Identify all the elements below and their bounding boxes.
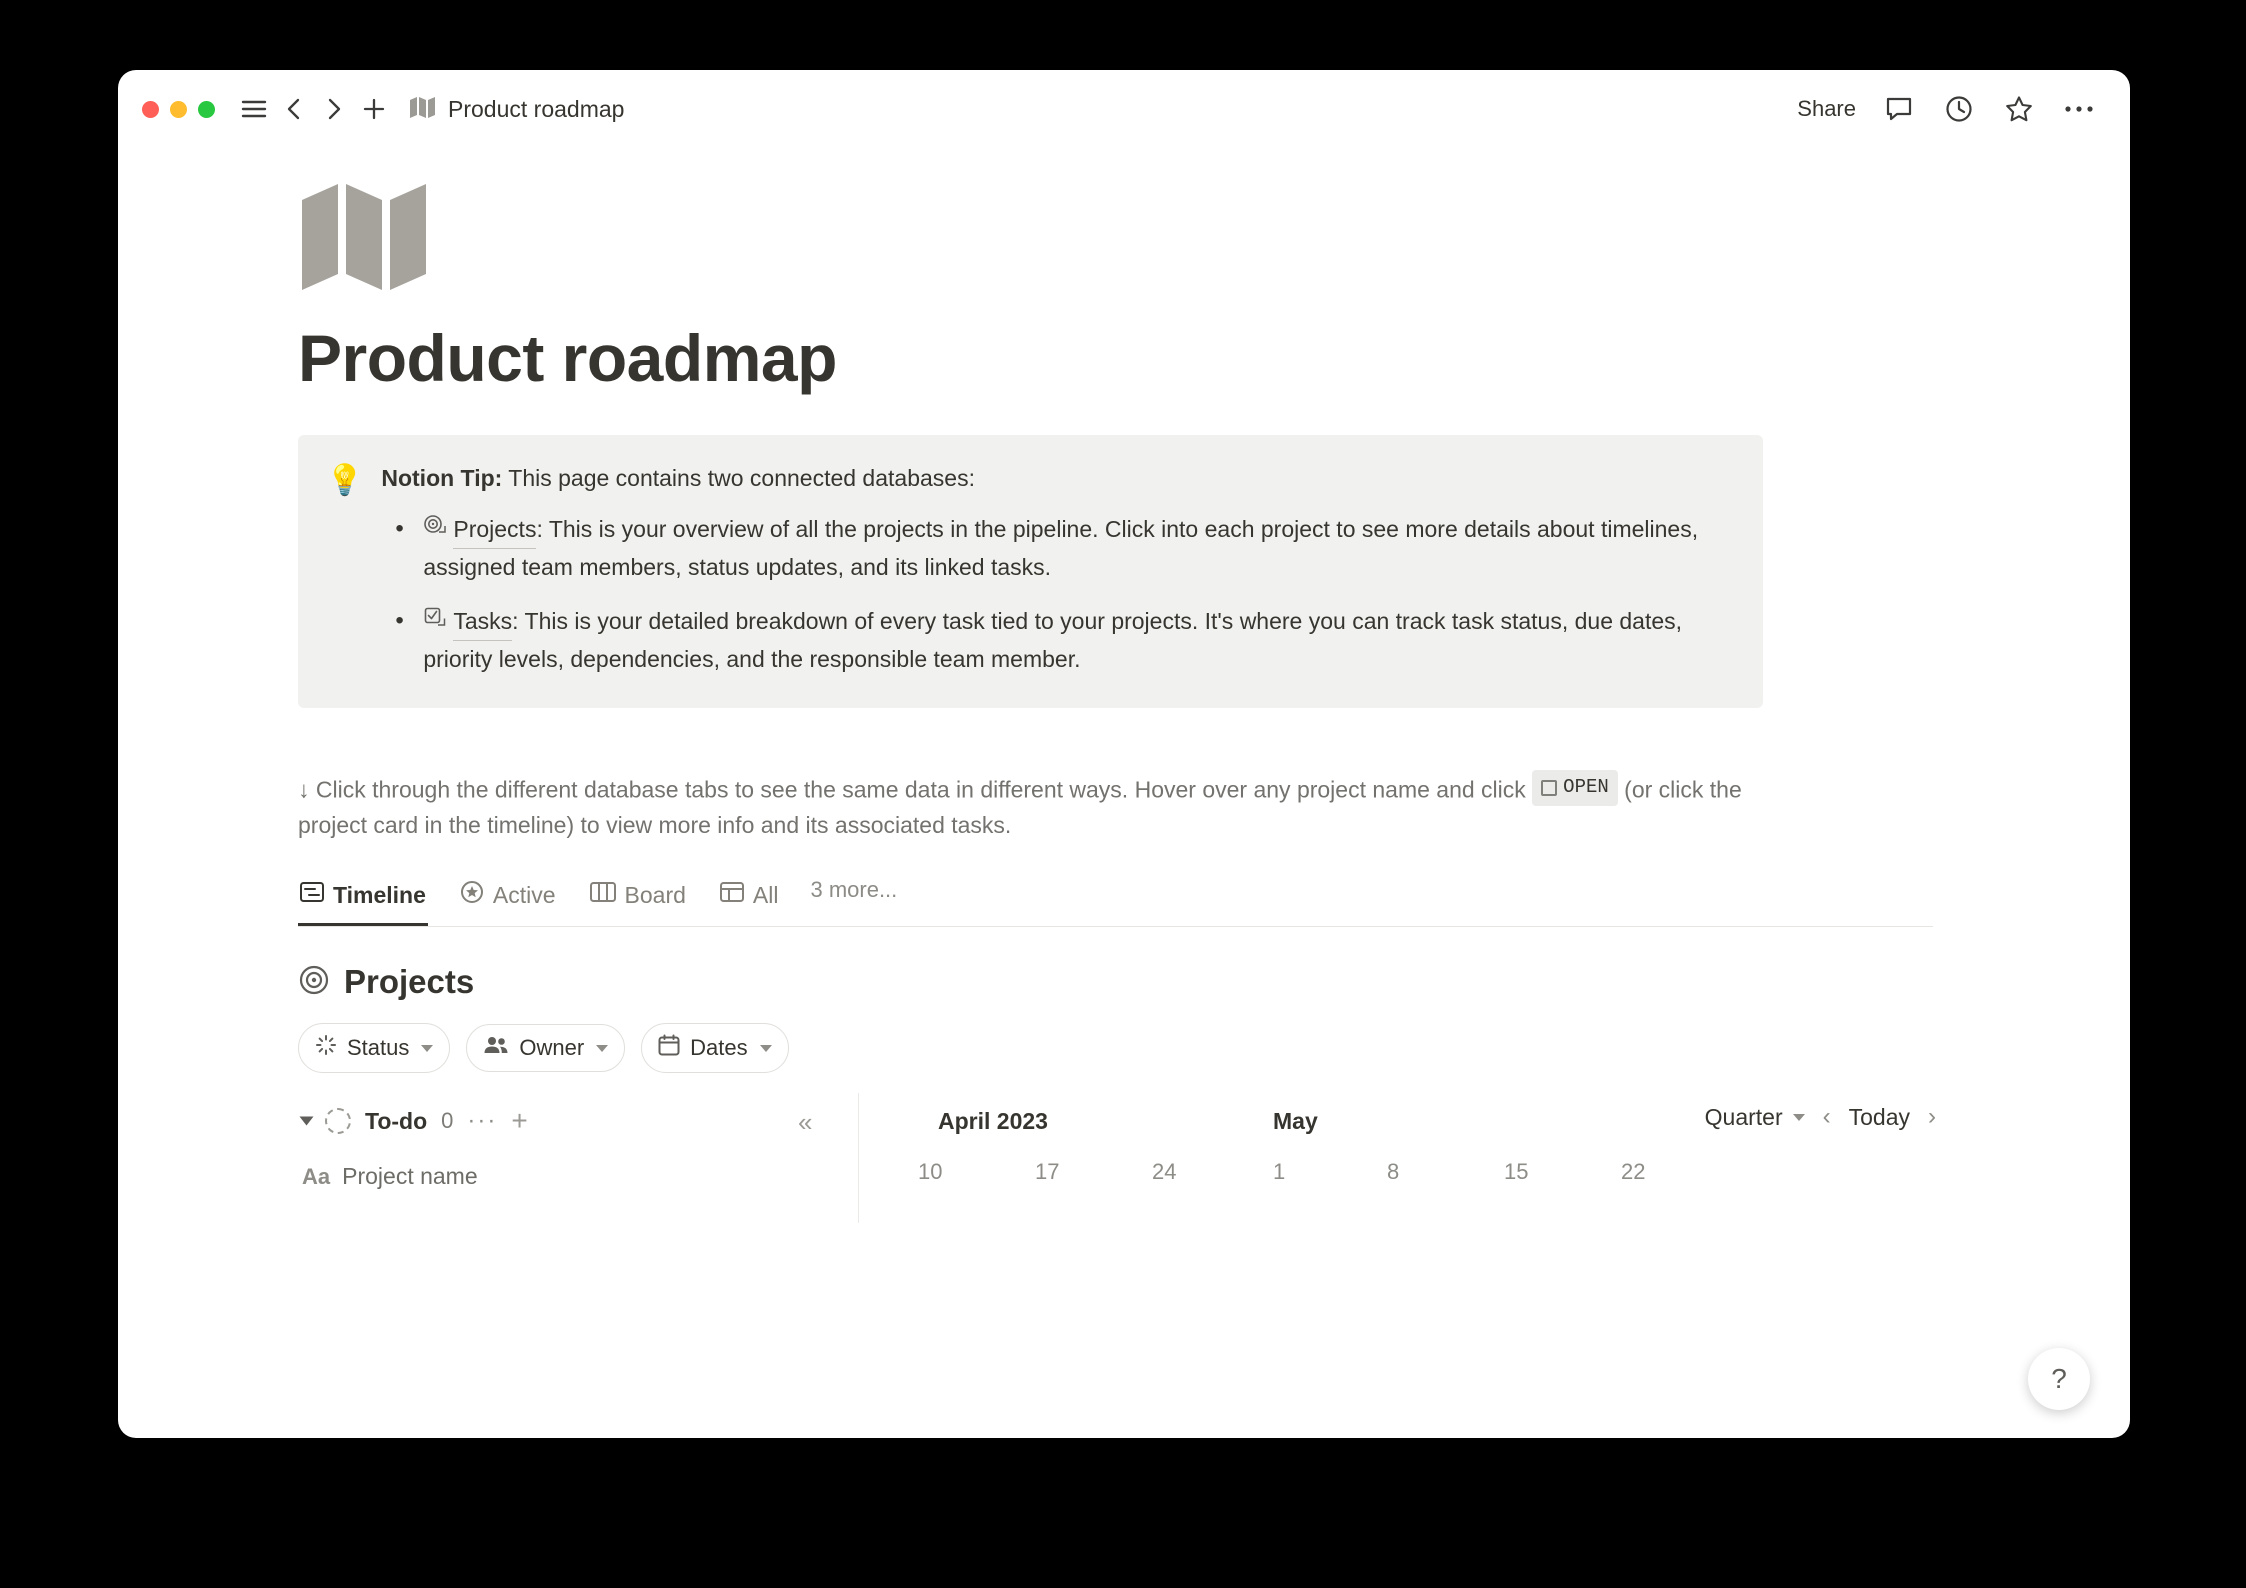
filter-chips bbox=[298, 1023, 1938, 1073]
tasks-description: : This is your detailed breakdown of every task tied to your projects. It's where you can track task status, due dates, priority levels, dependencies, and the responsible team member. bbox=[423, 607, 1683, 672]
open-chip-label: OPEN bbox=[1563, 776, 1609, 799]
checkbox-icon bbox=[423, 603, 449, 640]
timeline-collapse-panel-button[interactable]: « bbox=[798, 1107, 813, 1138]
close-window-button[interactable] bbox=[142, 101, 159, 118]
timeline-tick: 8 bbox=[1387, 1159, 1400, 1185]
notion-window bbox=[118, 70, 2130, 1438]
hint-tail: (or click the project card in the timeline) to view more info and its associated tasks. bbox=[298, 776, 1742, 839]
todo-status-icon bbox=[325, 1108, 351, 1134]
hint-lead: ↓ Click through the different database tabs to see the same data in different ways. Hover over any project name and click bbox=[298, 776, 1533, 803]
timeline-month: April 2023 bbox=[938, 1107, 1048, 1134]
chevron-down-icon bbox=[760, 1045, 772, 1052]
page-content bbox=[118, 148, 2130, 1438]
projects-link-label[interactable]: • Projects bbox=[453, 511, 536, 549]
collapse-triangle-icon[interactable] bbox=[300, 1117, 314, 1126]
timeline-today-button[interactable]: Today bbox=[1848, 1103, 1910, 1130]
timeline-view bbox=[298, 1093, 1938, 1223]
filter-owner[interactable] bbox=[466, 1024, 625, 1072]
timeline-tick: 15 bbox=[1504, 1159, 1529, 1185]
titlebar-actions bbox=[1791, 92, 2102, 126]
timeline-icon bbox=[300, 881, 324, 909]
lightbulb-icon: 💡 bbox=[326, 463, 364, 497]
star-icon[interactable] bbox=[2002, 92, 2036, 126]
open-chip-icon bbox=[1541, 780, 1557, 796]
table-icon bbox=[720, 881, 744, 909]
more-icon[interactable] bbox=[2062, 92, 2096, 126]
maximize-window-button[interactable] bbox=[198, 101, 215, 118]
forward-icon[interactable] bbox=[317, 92, 351, 126]
tab-all-label: All bbox=[752, 881, 779, 908]
tab-all[interactable] bbox=[718, 871, 781, 925]
timeline-next-button[interactable]: › bbox=[1928, 1103, 1936, 1131]
minimize-window-button[interactable] bbox=[170, 101, 187, 118]
tasks-db-link[interactable] bbox=[423, 603, 512, 641]
filter-status[interactable] bbox=[298, 1023, 450, 1073]
target-icon bbox=[423, 511, 449, 548]
breadcrumb[interactable] bbox=[409, 96, 624, 123]
tabs-more-button[interactable]: 3 more... bbox=[810, 877, 898, 903]
timeline-month: May bbox=[1273, 1107, 1318, 1134]
timeline-zoom-select[interactable] bbox=[1705, 1104, 1805, 1131]
timeline-tick: 1 bbox=[1273, 1159, 1286, 1185]
projects-description: : This is your overview of all the projects in the pipeline. Click into each project to see more details about timelines, assigned team members, status updates, and its linked tasks. bbox=[423, 516, 1699, 581]
tabs-hint-paragraph bbox=[298, 770, 1748, 844]
timeline-tick: 10 bbox=[918, 1159, 943, 1185]
chevron-down-icon bbox=[596, 1045, 608, 1052]
timeline-zoom-label: Quarter bbox=[1704, 1103, 1783, 1130]
group-more-button[interactable]: ··· bbox=[467, 1107, 498, 1135]
share-button[interactable]: Share bbox=[1797, 96, 1856, 121]
timeline-scale bbox=[858, 1093, 1938, 1223]
tab-active[interactable] bbox=[458, 870, 558, 926]
window-controls[interactable] bbox=[142, 101, 215, 118]
filter-dates[interactable] bbox=[641, 1023, 788, 1073]
callout-intro-bold: Notion Tip: bbox=[381, 464, 503, 491]
filter-owner-label: Owner bbox=[519, 1035, 585, 1061]
callout-intro bbox=[381, 461, 1735, 496]
list-item bbox=[423, 603, 1735, 679]
timeline-group-header bbox=[298, 1093, 858, 1149]
group-count-label: 0 bbox=[441, 1108, 454, 1134]
callout-list bbox=[381, 511, 1735, 678]
database-title bbox=[298, 963, 1938, 1001]
new-page-plus-icon[interactable] bbox=[357, 92, 391, 126]
timeline-left-panel bbox=[298, 1093, 859, 1223]
group-name-label: To-do bbox=[365, 1107, 428, 1134]
chevron-down-icon bbox=[421, 1045, 433, 1052]
tab-timeline-label: Timeline bbox=[333, 881, 426, 908]
tab-board[interactable] bbox=[588, 871, 688, 925]
sidebar-toggle-icon[interactable] bbox=[237, 92, 271, 126]
timeline-ticks bbox=[858, 1149, 1938, 1195]
people-icon bbox=[483, 1035, 509, 1061]
projects-db-link[interactable] bbox=[423, 511, 536, 549]
notion-tip-callout bbox=[298, 435, 1763, 709]
timeline-controls bbox=[1695, 1103, 1938, 1131]
database-view-tabs bbox=[298, 870, 1933, 927]
comment-icon[interactable] bbox=[1882, 92, 1916, 126]
tab-timeline[interactable] bbox=[298, 871, 428, 925]
status-icon bbox=[315, 1034, 337, 1062]
tab-active-label: Active bbox=[492, 881, 556, 908]
timeline-property-header bbox=[298, 1163, 858, 1190]
text-property-icon: Aa bbox=[302, 1163, 331, 1189]
timeline-prev-button[interactable]: ‹ bbox=[1822, 1103, 1831, 1131]
page-cover-icon[interactable] bbox=[298, 178, 430, 290]
open-chip[interactable] bbox=[1532, 770, 1618, 805]
tab-board-label: Board bbox=[624, 881, 686, 908]
help-button[interactable]: ? bbox=[2028, 1348, 2090, 1410]
filter-status-label: Status bbox=[347, 1035, 410, 1061]
breadcrumb-title[interactable]: Product roadmap bbox=[448, 95, 625, 122]
target-icon bbox=[298, 964, 330, 1001]
tasks-link-label[interactable]: • Tasks bbox=[453, 603, 512, 641]
filter-dates-label: Dates bbox=[690, 1035, 748, 1061]
board-icon bbox=[590, 881, 616, 909]
timeline-tick: 17 bbox=[1035, 1159, 1060, 1185]
map-icon bbox=[409, 96, 437, 123]
group-add-button[interactable]: + bbox=[511, 1105, 528, 1137]
calendar-icon bbox=[658, 1034, 680, 1062]
property-name-label: Project name bbox=[342, 1163, 478, 1190]
timeline-tick: 24 bbox=[1152, 1159, 1177, 1185]
chevron-down-icon bbox=[1793, 1114, 1805, 1121]
history-icon[interactable] bbox=[1942, 92, 1976, 126]
callout-intro-rest: This page contains two connected databases: bbox=[502, 464, 975, 491]
star-circle-icon bbox=[460, 880, 484, 910]
page-title: Product roadmap bbox=[298, 321, 837, 395]
timeline-tick: 22 bbox=[1621, 1159, 1646, 1185]
back-icon[interactable] bbox=[277, 92, 311, 126]
window-titlebar bbox=[118, 70, 2130, 148]
database-title-label[interactable]: Projects bbox=[344, 963, 475, 1001]
list-item bbox=[423, 511, 1735, 587]
